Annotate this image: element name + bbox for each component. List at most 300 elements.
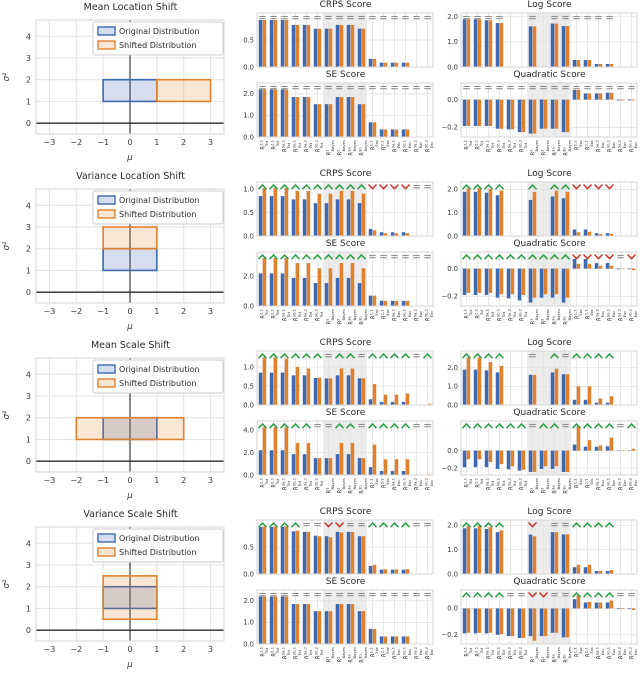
legend-swatch-original bbox=[98, 534, 115, 542]
svg-text:2.0: 2.0 bbox=[447, 13, 458, 22]
svg-text:R̂3b,1Tot: R̂$^{3b,1}$Tot bbox=[291, 647, 302, 660]
svg-text:0.0: 0.0 bbox=[243, 232, 254, 239]
svg-text:R̂3a,1Exc: R̂$^{3a,1}$Exc bbox=[594, 478, 605, 490]
svg-text:0.0: 0.0 bbox=[447, 401, 458, 408]
legend-swatch-original bbox=[98, 365, 115, 373]
svg-text:3: 3 bbox=[25, 561, 31, 570]
svg-text:R̂3bBayes: R̂$^{3b}$Bayes bbox=[357, 647, 368, 663]
svg-text:−0.2: −0.2 bbox=[441, 292, 458, 301]
svg-text:R̂2,1Tot: R̂$^{2,1}$Tot bbox=[473, 140, 484, 150]
legend-label-original: Original Distribution bbox=[119, 534, 200, 543]
svg-text:−0.2: −0.2 bbox=[441, 123, 458, 132]
svg-text:R̂1,1Exc: R̂$^{1,1}$Exc bbox=[572, 140, 583, 151]
svg-text:R̂3a,1Tot: R̂$^{3a,1}$Tot bbox=[280, 647, 291, 659]
svg-text:R̂2,1Exc: R̂$^{2,1}$Exc bbox=[379, 647, 390, 658]
svg-text:R̂3a,2Exc: R̂$^{3a,2}$Exc bbox=[616, 647, 627, 659]
svg-text:1.0: 1.0 bbox=[243, 618, 254, 627]
svg-text:1.0: 1.0 bbox=[447, 209, 458, 218]
svg-text:R̂1,1Exc: R̂$^{1,1}$Exc bbox=[572, 478, 583, 489]
y-tick-labels bbox=[243, 36, 254, 70]
svg-text:R̂1,1Exc: R̂$^{1,1}$Exc bbox=[368, 140, 379, 151]
svg-text:R̂3b,1Tot: R̂$^{3b,1}$Tot bbox=[495, 478, 506, 491]
chart-title: CRPS Score bbox=[319, 0, 372, 10]
svg-text:0: 0 bbox=[127, 645, 133, 654]
svg-text:2: 2 bbox=[181, 307, 187, 316]
svg-text:0.0: 0.0 bbox=[447, 446, 458, 455]
quadratic-chart bbox=[437, 80, 640, 167]
chart-title: CRPS Score bbox=[319, 338, 372, 348]
svg-text:0.0: 0.0 bbox=[243, 471, 254, 480]
log-chart bbox=[437, 10, 640, 70]
y-tick-labels bbox=[441, 96, 458, 132]
svg-text:−1: −1 bbox=[97, 645, 110, 654]
chart-cell-crps bbox=[233, 0, 436, 70]
svg-text:R̂2,1Tot: R̂$^{2,1}$Tot bbox=[473, 478, 484, 488]
svg-text:0.0: 0.0 bbox=[447, 232, 458, 239]
y-tick-labels bbox=[243, 90, 254, 141]
svg-text:3: 3 bbox=[208, 138, 214, 147]
svg-text:0: 0 bbox=[25, 457, 31, 467]
se-chart bbox=[233, 80, 436, 167]
svg-text:2.0: 2.0 bbox=[243, 448, 254, 457]
chart-title: SE Score bbox=[325, 239, 366, 249]
svg-text:R̂1Bayes: R̂$^1$Bayes bbox=[528, 478, 539, 494]
svg-text:R̂3aBayes: R̂$^{3a}$Bayes bbox=[346, 309, 357, 325]
score-charts bbox=[233, 507, 640, 676]
quadratic-chart bbox=[437, 249, 640, 336]
svg-text:R̂1,1Tot: R̂$^{1,1}$Tot bbox=[258, 478, 269, 488]
svg-text:R̂3a,1Tot: R̂$^{3a,1}$Tot bbox=[484, 140, 495, 152]
svg-text:R̂3a,2Exc: R̂$^{3a,2}$Exc bbox=[616, 478, 627, 490]
svg-text:1.0: 1.0 bbox=[447, 545, 458, 554]
legend-swatch-shifted bbox=[98, 379, 115, 387]
svg-text:R̂2Bayes: R̂$^2$Bayes bbox=[539, 309, 550, 325]
svg-text:R̂3a,1Tot: R̂$^{3a,1}$Tot bbox=[280, 309, 291, 321]
y-tick-labels bbox=[243, 543, 254, 577]
svg-text:R̂2,1Exc: R̂$^{2,1}$Exc bbox=[583, 478, 594, 489]
svg-text:0: 0 bbox=[127, 476, 133, 485]
chart-title: Quadratic Score bbox=[513, 577, 586, 587]
svg-text:R̂2Bayes: R̂$^2$Bayes bbox=[539, 647, 550, 663]
svg-text:R̂3b,1Tot: R̂$^{3b,1}$Tot bbox=[495, 140, 506, 153]
svg-text:2: 2 bbox=[25, 75, 31, 85]
shift-distribution-plot bbox=[0, 183, 233, 333]
svg-text:R̂3bBayes: R̂$^{3b}$Bayes bbox=[561, 647, 572, 663]
svg-text:−2: −2 bbox=[70, 307, 83, 316]
svg-text:R̂2,1Tot: R̂$^{2,1}$Tot bbox=[269, 140, 280, 150]
legend-swatch-shifted bbox=[98, 41, 115, 49]
y-tick-labels bbox=[243, 426, 254, 479]
svg-text:R̂3a,2Tot: R̂$^{3a,2}$Tot bbox=[302, 140, 313, 152]
svg-text:R̂2Bayes: R̂$^2$Bayes bbox=[539, 478, 550, 494]
legend-swatch-shifted bbox=[98, 548, 115, 556]
x-axis-label: μ bbox=[127, 491, 133, 501]
log-chart bbox=[437, 517, 640, 577]
svg-text:R̂3b,1Exc: R̂$^{3b,1}$Exc bbox=[605, 478, 616, 491]
x-axis-label: μ bbox=[127, 322, 133, 332]
score-chart-svg bbox=[437, 80, 640, 167]
svg-text:0.0: 0.0 bbox=[243, 640, 254, 649]
y-axis-label: σ² bbox=[2, 579, 12, 589]
svg-text:R̂3b,2Exc: R̂$^{3b,2}$Exc bbox=[627, 478, 638, 491]
svg-text:R̂1,1Exc: R̂$^{1,1}$Exc bbox=[368, 647, 379, 658]
row-mean-location-shift bbox=[0, 0, 640, 169]
svg-text:2.0: 2.0 bbox=[447, 521, 458, 530]
estimator-labels bbox=[463, 139, 638, 155]
svg-text:R̂1Bayes: R̂$^1$Bayes bbox=[528, 309, 539, 325]
legend-label-original: Original Distribution bbox=[119, 196, 200, 205]
svg-text:R̂3b,2Exc: R̂$^{3b,2}$Exc bbox=[423, 478, 434, 491]
score-chart-svg bbox=[437, 249, 640, 336]
y-axis-label: σ² bbox=[2, 241, 12, 251]
svg-text:R̂1,1Tot: R̂$^{1,1}$Tot bbox=[258, 140, 269, 150]
svg-text:2.0: 2.0 bbox=[243, 272, 254, 281]
svg-text:1.0: 1.0 bbox=[243, 363, 254, 372]
chart-title: SE Score bbox=[325, 577, 366, 587]
se-chart bbox=[233, 587, 436, 674]
svg-text:−1: −1 bbox=[97, 307, 110, 316]
svg-text:R̂2Bayes: R̂$^2$Bayes bbox=[539, 140, 550, 156]
svg-text:3: 3 bbox=[208, 645, 214, 654]
svg-text:0: 0 bbox=[25, 288, 31, 298]
svg-text:R̂3b,2Exc: R̂$^{3b,2}$Exc bbox=[423, 309, 434, 322]
crps-chart bbox=[233, 348, 436, 408]
chart-title: Quadratic Score bbox=[513, 408, 586, 418]
crps-chart bbox=[233, 179, 436, 239]
estimator-labels bbox=[463, 646, 638, 662]
row-variance-scale-shift bbox=[0, 507, 640, 676]
svg-text:R̂3a,2Tot: R̂$^{3a,2}$Tot bbox=[506, 309, 517, 321]
chart-cell-se bbox=[233, 239, 436, 336]
svg-text:1: 1 bbox=[25, 97, 31, 107]
svg-text:2: 2 bbox=[25, 244, 31, 254]
svg-text:1: 1 bbox=[154, 476, 160, 485]
chart-title: Quadratic Score bbox=[513, 239, 586, 249]
svg-text:R̂3bBayes: R̂$^{3b}$Bayes bbox=[357, 309, 368, 325]
svg-text:0.0: 0.0 bbox=[243, 570, 254, 577]
svg-text:R̂3aBayes: R̂$^{3a}$Bayes bbox=[550, 647, 561, 663]
svg-text:0.0: 0.0 bbox=[447, 264, 458, 273]
original-distribution-rect bbox=[103, 249, 157, 271]
shift-plot-svg bbox=[0, 521, 232, 671]
svg-text:4: 4 bbox=[25, 201, 31, 211]
svg-text:R̂3a,1Exc: R̂$^{3a,1}$Exc bbox=[390, 478, 401, 490]
svg-text:0: 0 bbox=[25, 119, 31, 129]
svg-text:2: 2 bbox=[25, 413, 31, 423]
chart-cell-crps bbox=[233, 338, 436, 408]
svg-text:R̂3b,1Exc: R̂$^{3b,1}$Exc bbox=[401, 647, 412, 660]
svg-text:1.0: 1.0 bbox=[243, 111, 254, 120]
y-tick-labels bbox=[243, 273, 254, 311]
legend bbox=[93, 360, 223, 393]
y-tick-labels bbox=[447, 522, 458, 577]
legend-swatch-original bbox=[98, 196, 115, 204]
svg-text:1: 1 bbox=[154, 307, 160, 316]
chart-title: Log Score bbox=[527, 507, 572, 517]
svg-text:R̂2,1Tot: R̂$^{2,1}$Tot bbox=[269, 647, 280, 657]
svg-text:R̂3aBayes: R̂$^{3a}$Bayes bbox=[550, 309, 561, 325]
row-variance-location-shift bbox=[0, 169, 640, 338]
svg-text:0.0: 0.0 bbox=[243, 302, 254, 311]
svg-text:R̂3a,2Exc: R̂$^{3a,2}$Exc bbox=[616, 140, 627, 152]
svg-text:R̂1,1Exc: R̂$^{1,1}$Exc bbox=[572, 647, 583, 658]
svg-text:0.5: 0.5 bbox=[243, 208, 254, 217]
quadratic-chart bbox=[437, 587, 640, 674]
shift-distribution-plot bbox=[0, 521, 233, 671]
svg-text:R̂3aBayes: R̂$^{3a}$Bayes bbox=[346, 647, 357, 663]
svg-text:4.0: 4.0 bbox=[243, 426, 254, 435]
svg-text:3: 3 bbox=[208, 476, 214, 485]
estimator-labels bbox=[259, 308, 434, 324]
svg-text:R̂1,1Tot: R̂$^{1,1}$Tot bbox=[462, 309, 473, 319]
score-chart-svg bbox=[233, 418, 436, 505]
legend-label-original: Original Distribution bbox=[119, 365, 200, 374]
svg-text:R̂3b,1Tot: R̂$^{3b,1}$Tot bbox=[495, 647, 506, 660]
svg-text:0: 0 bbox=[127, 307, 133, 316]
legend bbox=[93, 529, 223, 562]
shift-plot-svg bbox=[0, 183, 232, 333]
svg-text:R̂3b,2Tot: R̂$^{3b,2}$Tot bbox=[517, 140, 528, 153]
chart-cell-quadratic bbox=[437, 70, 640, 167]
svg-text:R̂3b,2Exc: R̂$^{3b,2}$Exc bbox=[423, 647, 434, 660]
shift-panel-title: Variance Location Shift bbox=[76, 171, 185, 182]
svg-text:R̂1Bayes: R̂$^1$Bayes bbox=[324, 647, 335, 663]
svg-text:0.0: 0.0 bbox=[243, 401, 254, 408]
chart-title: Log Score bbox=[527, 338, 572, 348]
chart-cell-crps bbox=[233, 507, 436, 577]
se-chart bbox=[233, 418, 436, 505]
score-chart-svg bbox=[233, 10, 436, 70]
y-tick-labels bbox=[447, 364, 458, 408]
y-tick-labels bbox=[441, 605, 458, 639]
svg-text:1: 1 bbox=[154, 645, 160, 654]
svg-text:R̂2,1Exc: R̂$^{2,1}$Exc bbox=[583, 647, 594, 658]
svg-text:2: 2 bbox=[181, 138, 187, 147]
score-charts bbox=[233, 338, 640, 507]
chart-title: Log Score bbox=[527, 169, 572, 179]
svg-text:R̂3a,1Exc: R̂$^{3a,1}$Exc bbox=[390, 140, 401, 152]
svg-text:3: 3 bbox=[25, 54, 31, 63]
legend-label-shifted: Shifted Distribution bbox=[119, 210, 197, 219]
y-tick-labels bbox=[441, 265, 458, 301]
svg-text:R̂3a,1Tot: R̂$^{3a,1}$Tot bbox=[484, 478, 495, 490]
chart-cell-crps bbox=[233, 169, 436, 239]
chart-cell-se bbox=[233, 577, 436, 674]
svg-text:R̂1,1Tot: R̂$^{1,1}$Tot bbox=[462, 647, 473, 657]
svg-text:R̂1Bayes: R̂$^1$Bayes bbox=[324, 309, 335, 325]
score-charts bbox=[233, 169, 640, 338]
svg-text:−2: −2 bbox=[70, 476, 83, 485]
score-charts bbox=[233, 0, 640, 169]
svg-text:R̂3b,1Exc: R̂$^{3b,1}$Exc bbox=[605, 140, 616, 153]
svg-text:0.0: 0.0 bbox=[243, 133, 254, 142]
chart-title: CRPS Score bbox=[319, 169, 372, 179]
svg-text:R̂2Bayes: R̂$^2$Bayes bbox=[335, 140, 346, 156]
svg-text:0.5: 0.5 bbox=[243, 36, 254, 45]
svg-text:1.0: 1.0 bbox=[243, 185, 254, 194]
legend bbox=[93, 22, 223, 55]
shift-panel-title: Mean Scale Shift bbox=[90, 340, 171, 351]
svg-text:R̂3b,1Exc: R̂$^{3b,1}$Exc bbox=[401, 478, 412, 491]
svg-text:1.0: 1.0 bbox=[447, 38, 458, 47]
svg-text:2: 2 bbox=[25, 582, 31, 592]
log-chart bbox=[437, 179, 640, 239]
shift-panel bbox=[0, 0, 233, 169]
svg-text:R̂2Bayes: R̂$^2$Bayes bbox=[335, 647, 346, 663]
svg-text:R̂2,1Exc: R̂$^{2,1}$Exc bbox=[379, 309, 390, 320]
legend-label-shifted: Shifted Distribution bbox=[119, 379, 197, 388]
estimator-labels bbox=[259, 646, 434, 662]
svg-text:R̂1Bayes: R̂$^1$Bayes bbox=[324, 140, 335, 156]
svg-text:R̂3b,2Tot: R̂$^{3b,2}$Tot bbox=[517, 478, 528, 491]
svg-text:R̂3bBayes: R̂$^{3b}$Bayes bbox=[561, 309, 572, 325]
svg-text:R̂3b,2Tot: R̂$^{3b,2}$Tot bbox=[313, 478, 324, 491]
shift-plot-svg bbox=[0, 352, 232, 502]
svg-text:4: 4 bbox=[25, 539, 31, 549]
svg-text:R̂2,1Exc: R̂$^{2,1}$Exc bbox=[583, 309, 594, 320]
legend-label-original: Original Distribution bbox=[119, 27, 200, 36]
shift-plot-svg bbox=[0, 14, 232, 164]
svg-text:−2: −2 bbox=[70, 645, 83, 654]
svg-text:R̂1,1Exc: R̂$^{1,1}$Exc bbox=[368, 478, 379, 489]
svg-text:R̂3b,2Exc: R̂$^{3b,2}$Exc bbox=[423, 140, 434, 153]
x-axis-label: μ bbox=[127, 660, 133, 670]
svg-text:0.0: 0.0 bbox=[447, 95, 458, 104]
svg-text:R̂3a,1Tot: R̂$^{3a,1}$Tot bbox=[280, 140, 291, 152]
svg-text:R̂3a,1Tot: R̂$^{3a,1}$Tot bbox=[484, 647, 495, 659]
y-tick-labels bbox=[441, 447, 458, 472]
crps-chart bbox=[233, 517, 436, 577]
crps-chart bbox=[233, 10, 436, 70]
estimator-labels bbox=[259, 139, 434, 155]
svg-text:R̂3b,2Tot: R̂$^{3b,2}$Tot bbox=[517, 647, 528, 660]
svg-text:0.5: 0.5 bbox=[243, 382, 254, 391]
score-chart-svg bbox=[437, 179, 640, 239]
svg-text:R̂3aBayes: R̂$^{3a}$Bayes bbox=[550, 140, 561, 156]
score-chart-svg bbox=[437, 517, 640, 577]
svg-text:R̂3a,2Exc: R̂$^{3a,2}$Exc bbox=[616, 309, 627, 321]
score-chart-svg bbox=[233, 249, 436, 336]
svg-text:3: 3 bbox=[208, 307, 214, 316]
svg-text:R̂3a,2Exc: R̂$^{3a,2}$Exc bbox=[412, 647, 423, 659]
svg-text:R̂2,1Tot: R̂$^{2,1}$Tot bbox=[473, 647, 484, 657]
svg-text:−0.2: −0.2 bbox=[441, 631, 458, 640]
svg-text:4: 4 bbox=[25, 32, 31, 42]
svg-text:−3: −3 bbox=[43, 476, 56, 485]
chart-cell-log bbox=[437, 169, 640, 239]
chart-title: SE Score bbox=[325, 408, 366, 418]
svg-text:R̂3bBayes: R̂$^{3b}$Bayes bbox=[561, 478, 572, 494]
svg-text:R̂1Bayes: R̂$^1$Bayes bbox=[324, 478, 335, 494]
svg-text:R̂3a,2Tot: R̂$^{3a,2}$Tot bbox=[302, 478, 313, 490]
svg-text:R̂3b,2Exc: R̂$^{3b,2}$Exc bbox=[627, 309, 638, 322]
svg-text:1: 1 bbox=[25, 266, 31, 276]
svg-text:R̂2,1Exc: R̂$^{2,1}$Exc bbox=[379, 478, 390, 489]
svg-text:R̂2,1Tot: R̂$^{2,1}$Tot bbox=[473, 309, 484, 319]
svg-text:4: 4 bbox=[25, 370, 31, 380]
svg-text:R̂3a,2Tot: R̂$^{3a,2}$Tot bbox=[506, 140, 517, 152]
chart-cell-quadratic bbox=[437, 239, 640, 336]
score-chart-svg bbox=[437, 587, 640, 674]
svg-text:R̂3a,1Tot: R̂$^{3a,1}$Tot bbox=[484, 309, 495, 321]
svg-text:R̂2,1Tot: R̂$^{2,1}$Tot bbox=[269, 309, 280, 319]
score-chart-svg bbox=[233, 517, 436, 577]
svg-text:R̂3bBayes: R̂$^{3b}$Bayes bbox=[357, 478, 368, 494]
shift-panel bbox=[0, 169, 233, 338]
x-axis-label: μ bbox=[127, 153, 133, 163]
svg-text:R̂3a,2Tot: R̂$^{3a,2}$Tot bbox=[506, 647, 517, 659]
svg-text:R̂3aBayes: R̂$^{3a}$Bayes bbox=[346, 140, 357, 156]
svg-text:R̂3b,2Exc: R̂$^{3b,2}$Exc bbox=[627, 647, 638, 660]
svg-text:R̂3b,2Tot: R̂$^{3b,2}$Tot bbox=[517, 309, 528, 322]
svg-text:R̂3a,1Tot: R̂$^{3a,1}$Tot bbox=[280, 478, 291, 490]
shift-distribution-plot bbox=[0, 14, 233, 164]
svg-text:R̂3b,1Tot: R̂$^{3b,1}$Tot bbox=[291, 140, 302, 153]
svg-text:1.0: 1.0 bbox=[447, 382, 458, 391]
shifted-distribution-rect bbox=[103, 227, 157, 249]
svg-text:R̂3b,1Exc: R̂$^{3b,1}$Exc bbox=[401, 309, 412, 322]
quadratic-chart bbox=[437, 418, 640, 505]
svg-text:R̂3a,2Tot: R̂$^{3a,2}$Tot bbox=[302, 309, 313, 321]
svg-text:0.0: 0.0 bbox=[447, 604, 458, 613]
svg-text:R̂3a,2Tot: R̂$^{3a,2}$Tot bbox=[506, 478, 517, 490]
svg-text:2: 2 bbox=[181, 476, 187, 485]
shift-panel-title: Mean Location Shift bbox=[83, 2, 178, 13]
chart-cell-se bbox=[233, 408, 436, 505]
svg-text:R̂3a,2Exc: R̂$^{3a,2}$Exc bbox=[412, 140, 423, 152]
legend-swatch-original bbox=[98, 27, 115, 35]
legend-swatch-shifted bbox=[98, 210, 115, 218]
svg-text:R̂3b,2Tot: R̂$^{3b,2}$Tot bbox=[313, 647, 324, 660]
svg-text:0.0: 0.0 bbox=[243, 63, 254, 70]
svg-text:R̂3b,1Tot: R̂$^{3b,1}$Tot bbox=[291, 478, 302, 491]
svg-text:0.5: 0.5 bbox=[243, 543, 254, 552]
log-chart bbox=[437, 348, 640, 408]
svg-text:R̂3b,1Exc: R̂$^{3b,1}$Exc bbox=[605, 647, 616, 660]
svg-text:R̂3b,2Tot: R̂$^{3b,2}$Tot bbox=[313, 309, 324, 322]
svg-text:R̂1,1Tot: R̂$^{1,1}$Tot bbox=[258, 647, 269, 657]
svg-text:0.0: 0.0 bbox=[447, 570, 458, 577]
svg-text:R̂2Bayes: R̂$^2$Bayes bbox=[335, 309, 346, 325]
chart-cell-log bbox=[437, 338, 640, 408]
svg-text:3: 3 bbox=[25, 392, 31, 401]
svg-text:R̂1,1Exc: R̂$^{1,1}$Exc bbox=[572, 309, 583, 320]
svg-text:2.0: 2.0 bbox=[447, 364, 458, 373]
score-chart-svg bbox=[233, 179, 436, 239]
svg-text:R̂3a,2Exc: R̂$^{3a,2}$Exc bbox=[412, 478, 423, 490]
chart-cell-quadratic bbox=[437, 408, 640, 505]
svg-text:−0.2: −0.2 bbox=[441, 464, 458, 473]
svg-text:R̂3a,1Exc: R̂$^{3a,1}$Exc bbox=[390, 647, 401, 659]
shift-panel bbox=[0, 338, 233, 507]
svg-text:−3: −3 bbox=[43, 307, 56, 316]
y-tick-labels bbox=[243, 363, 254, 408]
svg-text:0.0: 0.0 bbox=[447, 63, 458, 70]
score-chart-svg bbox=[233, 587, 436, 674]
svg-text:R̂3a,2Exc: R̂$^{3a,2}$Exc bbox=[412, 309, 423, 321]
svg-text:R̂1,1Tot: R̂$^{1,1}$Tot bbox=[258, 309, 269, 319]
y-tick-labels bbox=[447, 13, 458, 70]
score-chart-svg bbox=[437, 10, 640, 70]
chart-title: CRPS Score bbox=[319, 507, 372, 517]
svg-text:R̂3b,1Exc: R̂$^{3b,1}$Exc bbox=[605, 309, 616, 322]
svg-text:2.0: 2.0 bbox=[447, 185, 458, 194]
svg-text:R̂3aBayes: R̂$^{3a}$Bayes bbox=[550, 478, 561, 494]
estimator-labels bbox=[463, 477, 638, 493]
y-tick-labels bbox=[243, 185, 254, 239]
score-chart-svg bbox=[437, 348, 640, 408]
row-mean-scale-shift bbox=[0, 338, 640, 507]
